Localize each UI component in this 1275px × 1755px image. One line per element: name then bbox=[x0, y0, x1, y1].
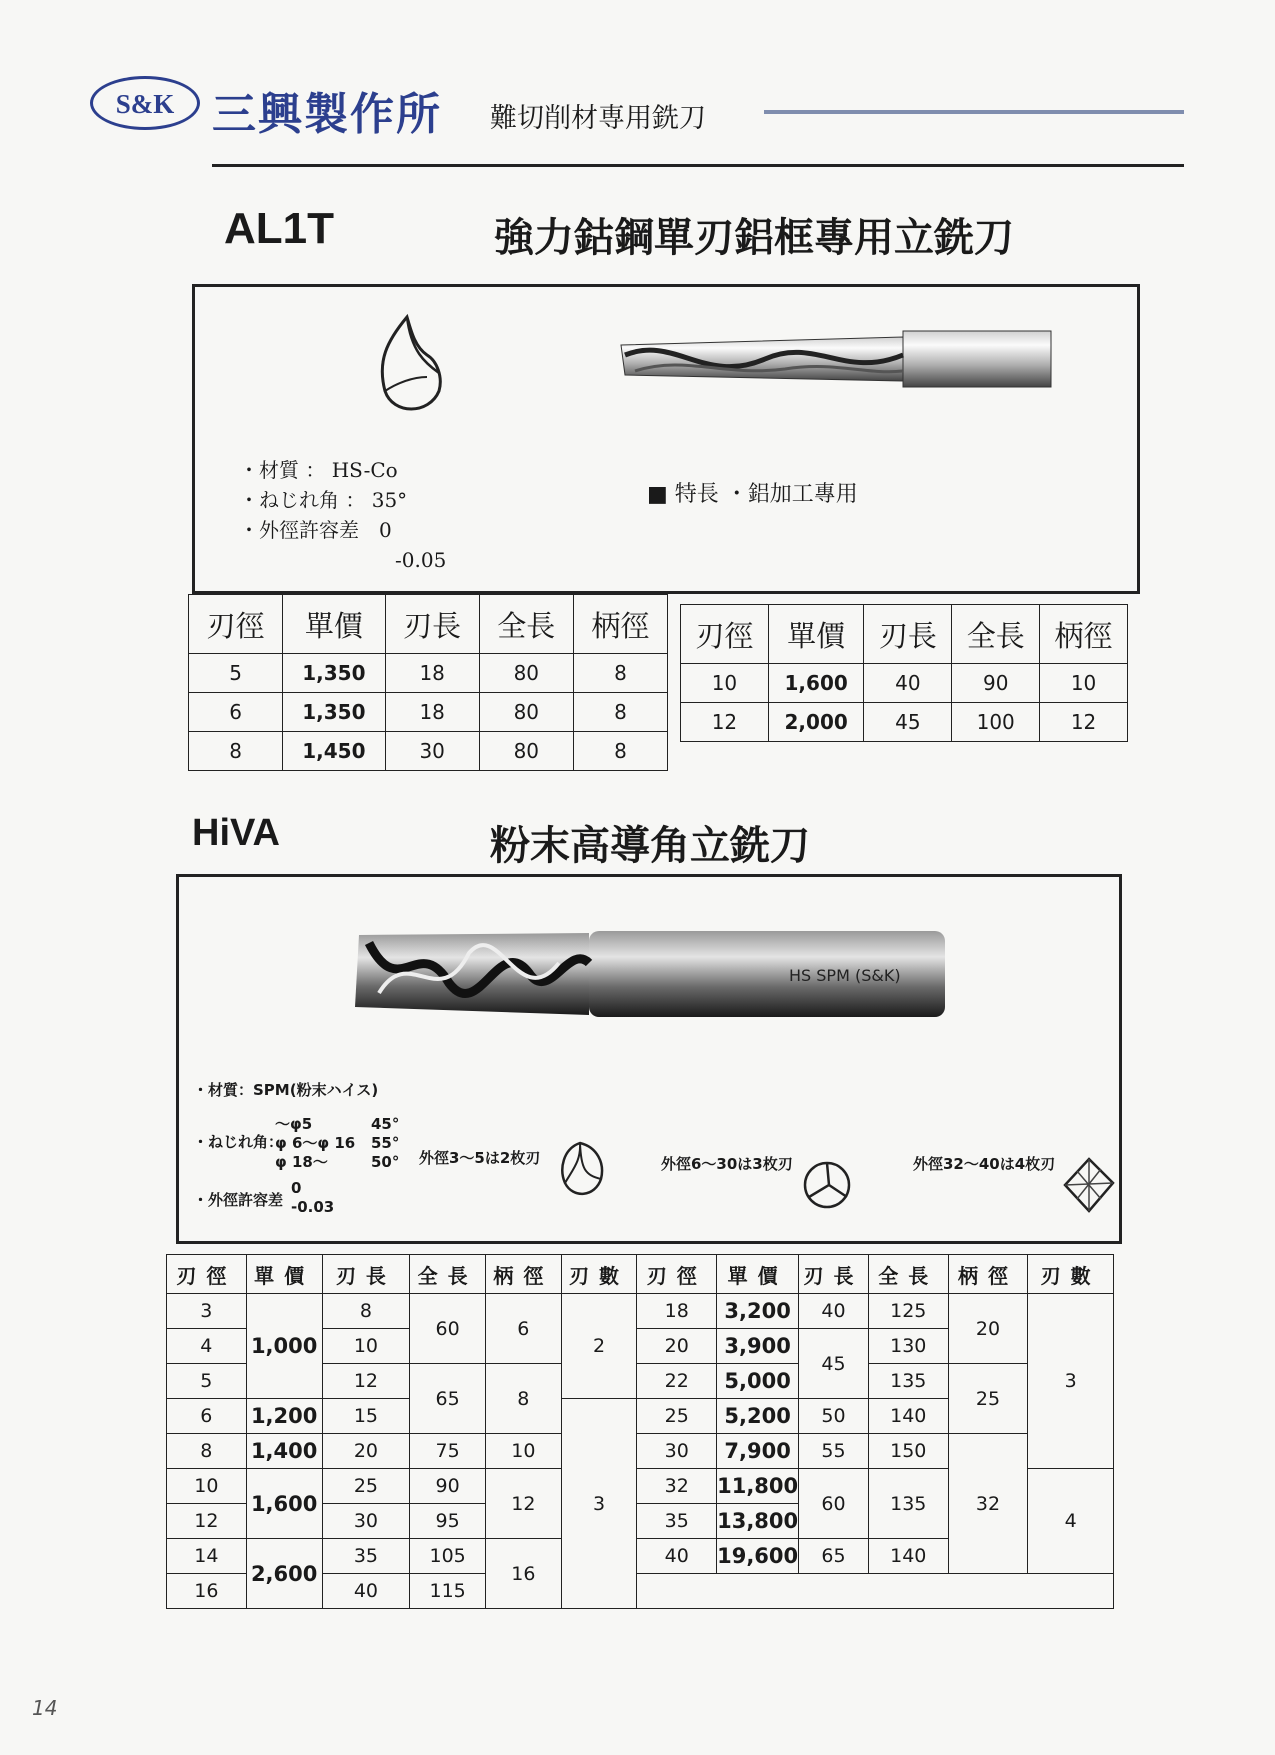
cell: 12 bbox=[167, 1504, 247, 1539]
cell: 65 bbox=[799, 1539, 869, 1574]
cell: 8 bbox=[322, 1294, 410, 1329]
cell: 5,200 bbox=[717, 1399, 799, 1434]
cell: 105 bbox=[410, 1539, 486, 1574]
two-flute-section-icon bbox=[555, 1139, 605, 1201]
al1t-specs bbox=[239, 455, 446, 575]
al1t-endmill-image bbox=[615, 315, 1055, 405]
cell: 25 bbox=[322, 1469, 410, 1504]
al1t-title: 強力鈷鋼單刃鋁框專用立銑刀 bbox=[494, 215, 1014, 261]
shank-marking: HS SPM (S&K) bbox=[789, 966, 901, 985]
cell: 45 bbox=[864, 703, 952, 742]
cell: 10 bbox=[1040, 664, 1128, 703]
table-row bbox=[167, 1294, 1114, 1329]
table-row bbox=[681, 664, 1128, 703]
cell: 2 bbox=[561, 1294, 637, 1399]
cell: 2,000 bbox=[768, 703, 864, 742]
hiva-twist-label: ・ねじれ角： bbox=[193, 1133, 284, 1151]
hiva-tolerance-values bbox=[291, 1179, 334, 1217]
cell: 30 bbox=[385, 732, 479, 771]
cell: 22 bbox=[637, 1364, 717, 1399]
cell: 100 bbox=[952, 703, 1040, 742]
table-row bbox=[189, 732, 668, 771]
col-header: 全長 bbox=[410, 1255, 486, 1294]
cell: 12 bbox=[486, 1469, 562, 1539]
three-flute-section-icon bbox=[799, 1153, 855, 1213]
cell: 40 bbox=[799, 1294, 869, 1329]
col-header: 柄徑 bbox=[1040, 605, 1128, 664]
cell: 3,900 bbox=[717, 1329, 799, 1364]
cell: 3 bbox=[1028, 1294, 1114, 1469]
col-header: 刃長 bbox=[864, 605, 952, 664]
cell: 10 bbox=[322, 1329, 410, 1364]
cell: 4 bbox=[167, 1329, 247, 1364]
cell: 20 bbox=[948, 1294, 1028, 1364]
cell: 18 bbox=[385, 693, 479, 732]
col-header: 柄徑 bbox=[486, 1255, 562, 1294]
company-logo: S&K bbox=[90, 76, 200, 130]
cell: 30 bbox=[322, 1504, 410, 1539]
al1t-table-left bbox=[188, 594, 668, 771]
cell: 16 bbox=[167, 1574, 247, 1609]
table-header-row bbox=[167, 1255, 1114, 1294]
cell: 16 bbox=[486, 1539, 562, 1609]
cell: 2,600 bbox=[246, 1539, 322, 1609]
cell: 13,800 bbox=[717, 1504, 799, 1539]
tagline: 難切削材専用銑刀 bbox=[490, 103, 706, 134]
empty-cell bbox=[637, 1574, 1114, 1609]
cell: 90 bbox=[952, 664, 1040, 703]
cell: 10 bbox=[486, 1434, 562, 1469]
cell: 25 bbox=[948, 1364, 1028, 1434]
twist-angle: 45° bbox=[371, 1115, 400, 1133]
cell: 50 bbox=[799, 1399, 869, 1434]
cell: 8 bbox=[573, 654, 667, 693]
cell: 32 bbox=[948, 1434, 1028, 1574]
table-row bbox=[189, 654, 668, 693]
cell: 40 bbox=[637, 1539, 717, 1574]
cell: 135 bbox=[868, 1469, 948, 1539]
col-header: 刃徑 bbox=[681, 605, 769, 664]
spec-material: ・材質 ： HS-Co bbox=[239, 458, 398, 482]
cell: 80 bbox=[479, 693, 573, 732]
twist-angle: 55° bbox=[371, 1134, 400, 1152]
spec-twist-angle: ・ねじれ角 ： 35° bbox=[239, 488, 408, 512]
col-header: 刃徑 bbox=[167, 1255, 247, 1294]
col-header: 刃長 bbox=[385, 595, 479, 654]
cell: 8 bbox=[189, 732, 283, 771]
table-header-row bbox=[681, 605, 1128, 664]
col-header: 單價 bbox=[246, 1255, 322, 1294]
spec-tolerance-low: -0.05 bbox=[395, 548, 447, 572]
cell: 1,000 bbox=[246, 1294, 322, 1399]
table-row bbox=[189, 693, 668, 732]
cell: 20 bbox=[637, 1329, 717, 1364]
tolerance-high: 0 bbox=[291, 1179, 302, 1197]
col-header: 柄徑 bbox=[573, 595, 667, 654]
cell: 11,800 bbox=[717, 1469, 799, 1504]
cell: 4 bbox=[1028, 1469, 1114, 1574]
cell: 55 bbox=[799, 1434, 869, 1469]
cell: 1,350 bbox=[283, 654, 385, 693]
al1t-code: AL1T bbox=[224, 204, 334, 253]
cell: 25 bbox=[637, 1399, 717, 1434]
hiva-price-table bbox=[166, 1254, 1114, 1609]
cell: 5 bbox=[167, 1364, 247, 1399]
hiva-endmill-image bbox=[349, 923, 949, 1023]
flute-note-3: 外徑6～30は3枚刃 bbox=[661, 1155, 793, 1173]
cell: 7,900 bbox=[717, 1434, 799, 1469]
header-rule-black bbox=[212, 164, 1184, 167]
cell: 45 bbox=[799, 1329, 869, 1399]
flute-note-2: 外徑3～5は2枚刃 bbox=[419, 1149, 541, 1167]
cell: 150 bbox=[868, 1434, 948, 1469]
cell: 32 bbox=[637, 1469, 717, 1504]
brand-name: 三興製作所 bbox=[212, 89, 442, 140]
cell: 65 bbox=[410, 1364, 486, 1434]
table-header-row bbox=[189, 595, 668, 654]
spec-tolerance: ・外徑許容差 0 bbox=[239, 518, 392, 542]
cell: 40 bbox=[864, 664, 952, 703]
cell: 6 bbox=[486, 1294, 562, 1364]
cell: 14 bbox=[167, 1539, 247, 1574]
col-header: 單價 bbox=[768, 605, 864, 664]
cell: 10 bbox=[681, 664, 769, 703]
hiva-title: 粉末高導角立銑刀 bbox=[490, 823, 810, 869]
cell: 90 bbox=[410, 1469, 486, 1504]
cell: 18 bbox=[385, 654, 479, 693]
cell: 15 bbox=[322, 1399, 410, 1434]
cell: 1,600 bbox=[768, 664, 864, 703]
col-header: 單價 bbox=[283, 595, 385, 654]
cell: 1,400 bbox=[246, 1434, 322, 1469]
cell: 140 bbox=[868, 1399, 948, 1434]
cell: 1,600 bbox=[246, 1469, 322, 1539]
twist-range: φ 18～ bbox=[275, 1153, 328, 1171]
cell: 30 bbox=[637, 1434, 717, 1469]
cell: 3,200 bbox=[717, 1294, 799, 1329]
cell: 130 bbox=[868, 1329, 948, 1364]
flute-note-4: 外徑32～40は4枚刃 bbox=[913, 1155, 1056, 1173]
cell: 75 bbox=[410, 1434, 486, 1469]
twist-angle: 50° bbox=[371, 1153, 400, 1171]
tolerance-low: -0.03 bbox=[291, 1198, 335, 1216]
cell: 135 bbox=[868, 1364, 948, 1399]
twist-range: ～φ5 bbox=[275, 1115, 313, 1133]
cell: 6 bbox=[167, 1399, 247, 1434]
cell: 6 bbox=[189, 693, 283, 732]
hiva-twist-ranges bbox=[275, 1115, 355, 1172]
page-number: 14 bbox=[32, 1696, 58, 1720]
header-rule-blue bbox=[764, 110, 1184, 114]
cell: 60 bbox=[799, 1469, 869, 1539]
col-header: 全長 bbox=[952, 605, 1040, 664]
col-header: 全長 bbox=[479, 595, 573, 654]
cell: 35 bbox=[637, 1504, 717, 1539]
cell: 19,600 bbox=[717, 1539, 799, 1574]
cell: 5,000 bbox=[717, 1364, 799, 1399]
four-flute-section-icon bbox=[1059, 1153, 1119, 1217]
hiva-tolerance-label: ・外徑許容差 bbox=[193, 1191, 284, 1209]
cell: 60 bbox=[410, 1294, 486, 1364]
col-header: 刃長 bbox=[322, 1255, 410, 1294]
hiva-twist-angles bbox=[371, 1115, 399, 1172]
cell: 20 bbox=[322, 1434, 410, 1469]
cell: 8 bbox=[573, 732, 667, 771]
col-header: 刃數 bbox=[561, 1255, 637, 1294]
col-header: 全長 bbox=[868, 1255, 948, 1294]
table-row bbox=[681, 703, 1128, 742]
cell: 80 bbox=[479, 654, 573, 693]
cell: 10 bbox=[167, 1469, 247, 1504]
cell: 3 bbox=[561, 1399, 637, 1609]
hiva-info-box bbox=[176, 874, 1122, 1244]
cell: 3 bbox=[167, 1294, 247, 1329]
cell: 5 bbox=[189, 654, 283, 693]
cell: 18 bbox=[637, 1294, 717, 1329]
hiva-material: ・材質：SPM(粉末ハイス) bbox=[193, 1081, 379, 1099]
cell: 1,450 bbox=[283, 732, 385, 771]
col-header: 柄徑 bbox=[948, 1255, 1028, 1294]
cell: 80 bbox=[479, 732, 573, 771]
cell: 8 bbox=[167, 1434, 247, 1469]
cell: 12 bbox=[681, 703, 769, 742]
cell: 1,200 bbox=[246, 1399, 322, 1434]
col-header: 刃徑 bbox=[189, 595, 283, 654]
col-header: 刃長 bbox=[799, 1255, 869, 1294]
col-header: 刃數 bbox=[1028, 1255, 1114, 1294]
cell: 1,350 bbox=[283, 693, 385, 732]
cell: 40 bbox=[322, 1574, 410, 1609]
cell: 8 bbox=[486, 1364, 562, 1434]
al1t-info-box bbox=[192, 284, 1140, 594]
cell: 35 bbox=[322, 1539, 410, 1574]
cell: 140 bbox=[868, 1539, 948, 1574]
col-header: 單價 bbox=[717, 1255, 799, 1294]
col-header: 刃徑 bbox=[637, 1255, 717, 1294]
al1t-feature: ■ 特長 ・鋁加工專用 bbox=[647, 482, 858, 507]
cell: 125 bbox=[868, 1294, 948, 1329]
al1t-table-right bbox=[680, 604, 1128, 742]
twist-range: φ 6～φ 16 bbox=[275, 1134, 356, 1152]
hiva-code: HiVA bbox=[192, 812, 280, 854]
cell: 8 bbox=[573, 693, 667, 732]
cell: 12 bbox=[322, 1364, 410, 1399]
cell: 95 bbox=[410, 1504, 486, 1539]
table-row bbox=[167, 1434, 1114, 1469]
single-flute-section-icon bbox=[367, 311, 447, 421]
cell: 115 bbox=[410, 1574, 486, 1609]
cell: 12 bbox=[1040, 703, 1128, 742]
